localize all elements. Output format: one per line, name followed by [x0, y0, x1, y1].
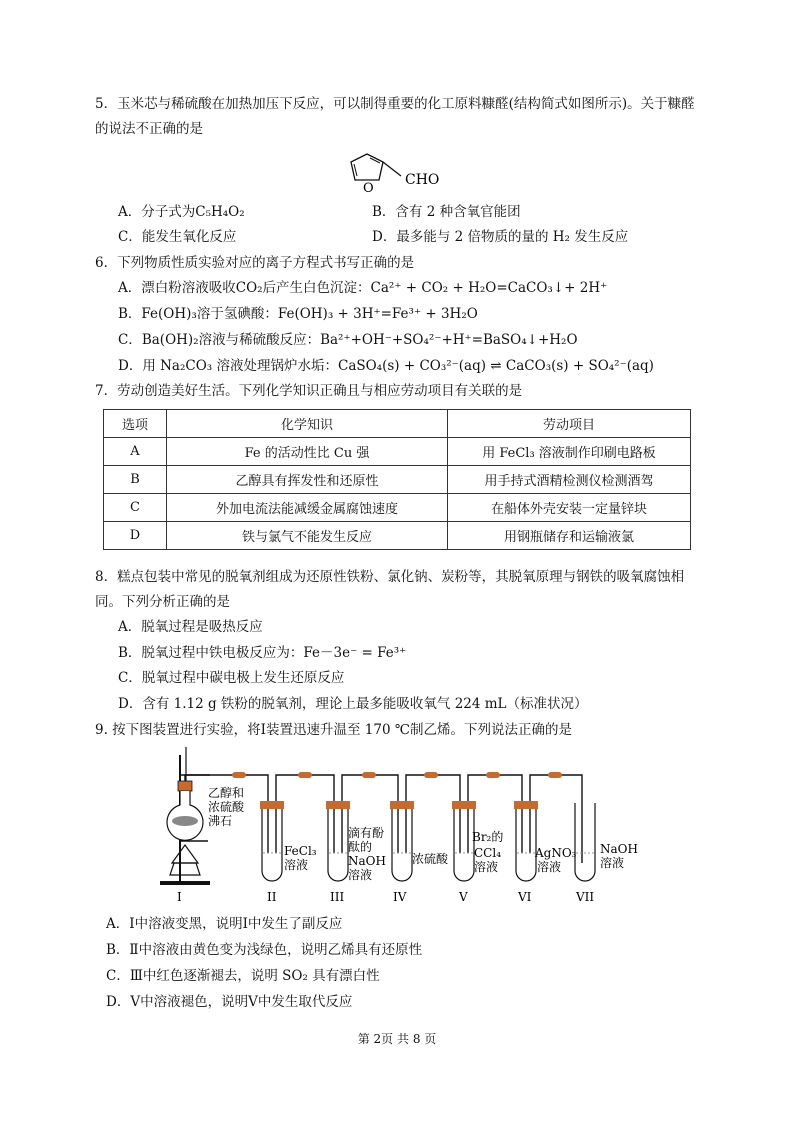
tube-label-line: Br₂的: [472, 830, 504, 844]
page-footer: 第 2页 共 8 页: [357, 1032, 437, 1046]
q5-option-c: C．能发生氧化反应: [118, 229, 237, 245]
header-option: 选项: [104, 410, 167, 438]
q9-option-d: D．Ⅴ中溶液褪色，说明Ⅴ中发生取代反应: [106, 994, 353, 1010]
flask-label-line: 乙醇和: [208, 786, 245, 800]
tube-label-line: 溶液: [474, 860, 499, 874]
q6-option-a: A．漂白粉溶液吸收CO₂后产生白色沉淀：Ca²⁺ + CO₂ + H₂O=CaCO₃↓+ 2H⁺: [118, 280, 608, 296]
tube-label-roman: III: [330, 890, 345, 904]
q8-stem-line1: 8．糕点包装中常见的脱氧剂组成为还原性铁粉、氯化钠、炭粉等，其脱氧原理与钢铁的吸氧腐蚀相: [95, 569, 685, 585]
q9-option-a: A．Ⅰ中溶液变黑，说明Ⅰ中发生了副反应: [106, 916, 343, 932]
furfural-cho: CHO: [405, 172, 440, 188]
tube-label-roman: IV: [393, 890, 407, 904]
cell: A: [104, 438, 167, 466]
tube-label-line: NaOH: [348, 854, 386, 868]
cell: B: [104, 466, 167, 494]
q9-option-b: B．Ⅱ中溶液由黄色变为浅绿色，说明乙烯具有还原性: [106, 942, 423, 958]
apparatus-diagram: [150, 745, 640, 905]
cell: 用 FeCl₃ 溶液制作印刷电路板: [448, 438, 691, 466]
q5-option-b: B．含有 2 种含氧官能团: [372, 204, 521, 220]
tube-label-line: CCl₄: [474, 846, 502, 860]
table-header-row: [104, 410, 691, 438]
tube-label-roman: V: [459, 890, 468, 904]
tube-label-roman: VII: [576, 890, 595, 904]
table-row: [104, 438, 691, 466]
table-row: [104, 466, 691, 494]
q8-stem-line2: 同。下列分析正确的是: [95, 594, 230, 610]
q6-option-b: B．Fe(OH)₃溶于氢碘酸：Fe(OH)₃ + 3H⁺=Fe³⁺ + 3H₂O: [118, 306, 478, 322]
cell: 用钢瓶储存和运输液氯: [448, 522, 691, 550]
header-labor: 劳动项目: [448, 410, 691, 438]
q8-option-b: B．脱氧过程中铁电极反应为：Fe－3e⁻ = Fe³⁺: [118, 645, 407, 661]
q9-stem: 9. 按下图装置进行实验，将Ⅰ装置迅速升温至 170 ℃制乙烯。下列说法正确的是: [95, 722, 572, 738]
furfural-structure: [345, 148, 455, 198]
q5-option-a: A．分子式为C₅H₄O₂: [118, 204, 245, 220]
tube-label-roman: VI: [518, 890, 532, 904]
tube-label-line: 酞的: [348, 840, 373, 854]
q7-stem: 7．劳动创造美好生活。下列化学知识正确且与相应劳动项目有关联的是: [95, 383, 523, 399]
q9-option-c: C．Ⅲ中红色逐渐褪去，说明 SO₂ 具有漂白性: [106, 968, 380, 984]
q6-option-d: D．用 Na₂CO₃ 溶液处理锅炉水垢：CaSO₄(s) + CO₃²⁻(aq) ⇌ CaCO₃(s) + SO₄²⁻(aq): [118, 358, 654, 374]
flask-label-line: 沸石: [208, 814, 233, 828]
tube-label-roman: II: [267, 890, 277, 904]
cell: C: [104, 494, 167, 522]
tube-label-line: FeCl₃: [284, 844, 317, 858]
tube-label-line: 溶液: [348, 868, 373, 882]
q5-stem-line2: 的说法不正确的是: [95, 121, 203, 137]
cell: 在船体外壳安装一定量锌块: [448, 494, 691, 522]
table-row: [104, 522, 691, 550]
tube-label-line: NaOH: [600, 842, 638, 856]
furfural-ring-o: O: [363, 181, 374, 196]
q5-option-d: D．最多能与 2 倍物质的量的 H₂ 发生反应: [372, 229, 629, 245]
q7-table: [103, 409, 691, 550]
tube-label-line: 溶液: [537, 860, 562, 874]
tube-label-line: 溶液: [284, 858, 309, 872]
q8-option-a: A．脱氧过程是吸热反应: [118, 619, 263, 635]
cell: D: [104, 522, 167, 550]
q8-option-d: D．含有 1.12 g 铁粉的脱氧剂，理论上最多能吸收氧气 224 mL（标准状况）: [118, 696, 588, 712]
q6-option-c: C．Ba(OH)₂溶液与稀硫酸反应：Ba²⁺+OH⁻+SO₄²⁻+H⁺=BaSO₄↓+H₂O: [118, 332, 578, 348]
tube-label-line: 滴有酚: [348, 826, 385, 840]
cell: Fe 的活动性比 Cu 强: [167, 438, 448, 466]
q6-stem: 6．下列物质性质实验对应的离子方程式书写正确的是: [95, 255, 415, 271]
header-knowledge: 化学知识: [167, 410, 448, 438]
tube-label-roman: I: [177, 890, 182, 904]
q8-option-c: C．脱氧过程中碳电极上发生还原反应: [118, 670, 345, 686]
tube-label-line: 浓硫酸: [412, 852, 449, 866]
tube-label-line: AgNO₃: [535, 846, 577, 860]
cell: 铁与氯气不能发生反应: [167, 522, 448, 550]
table-row: [104, 494, 691, 522]
cell: 用手持式酒精检测仪检测酒驾: [448, 466, 691, 494]
tube-label-line: 溶液: [600, 856, 625, 870]
cell: 外加电流法能减缓金属腐蚀速度: [167, 494, 448, 522]
q5-stem-line1: 5．玉米芯与稀硫酸在加热加压下反应，可以制得重要的化工原料糠醛(结构简式如图所示)。关于糠醛: [95, 96, 695, 112]
cell: 乙醇具有挥发性和还原性: [167, 466, 448, 494]
flask-label-line: 浓硫酸: [208, 800, 245, 814]
